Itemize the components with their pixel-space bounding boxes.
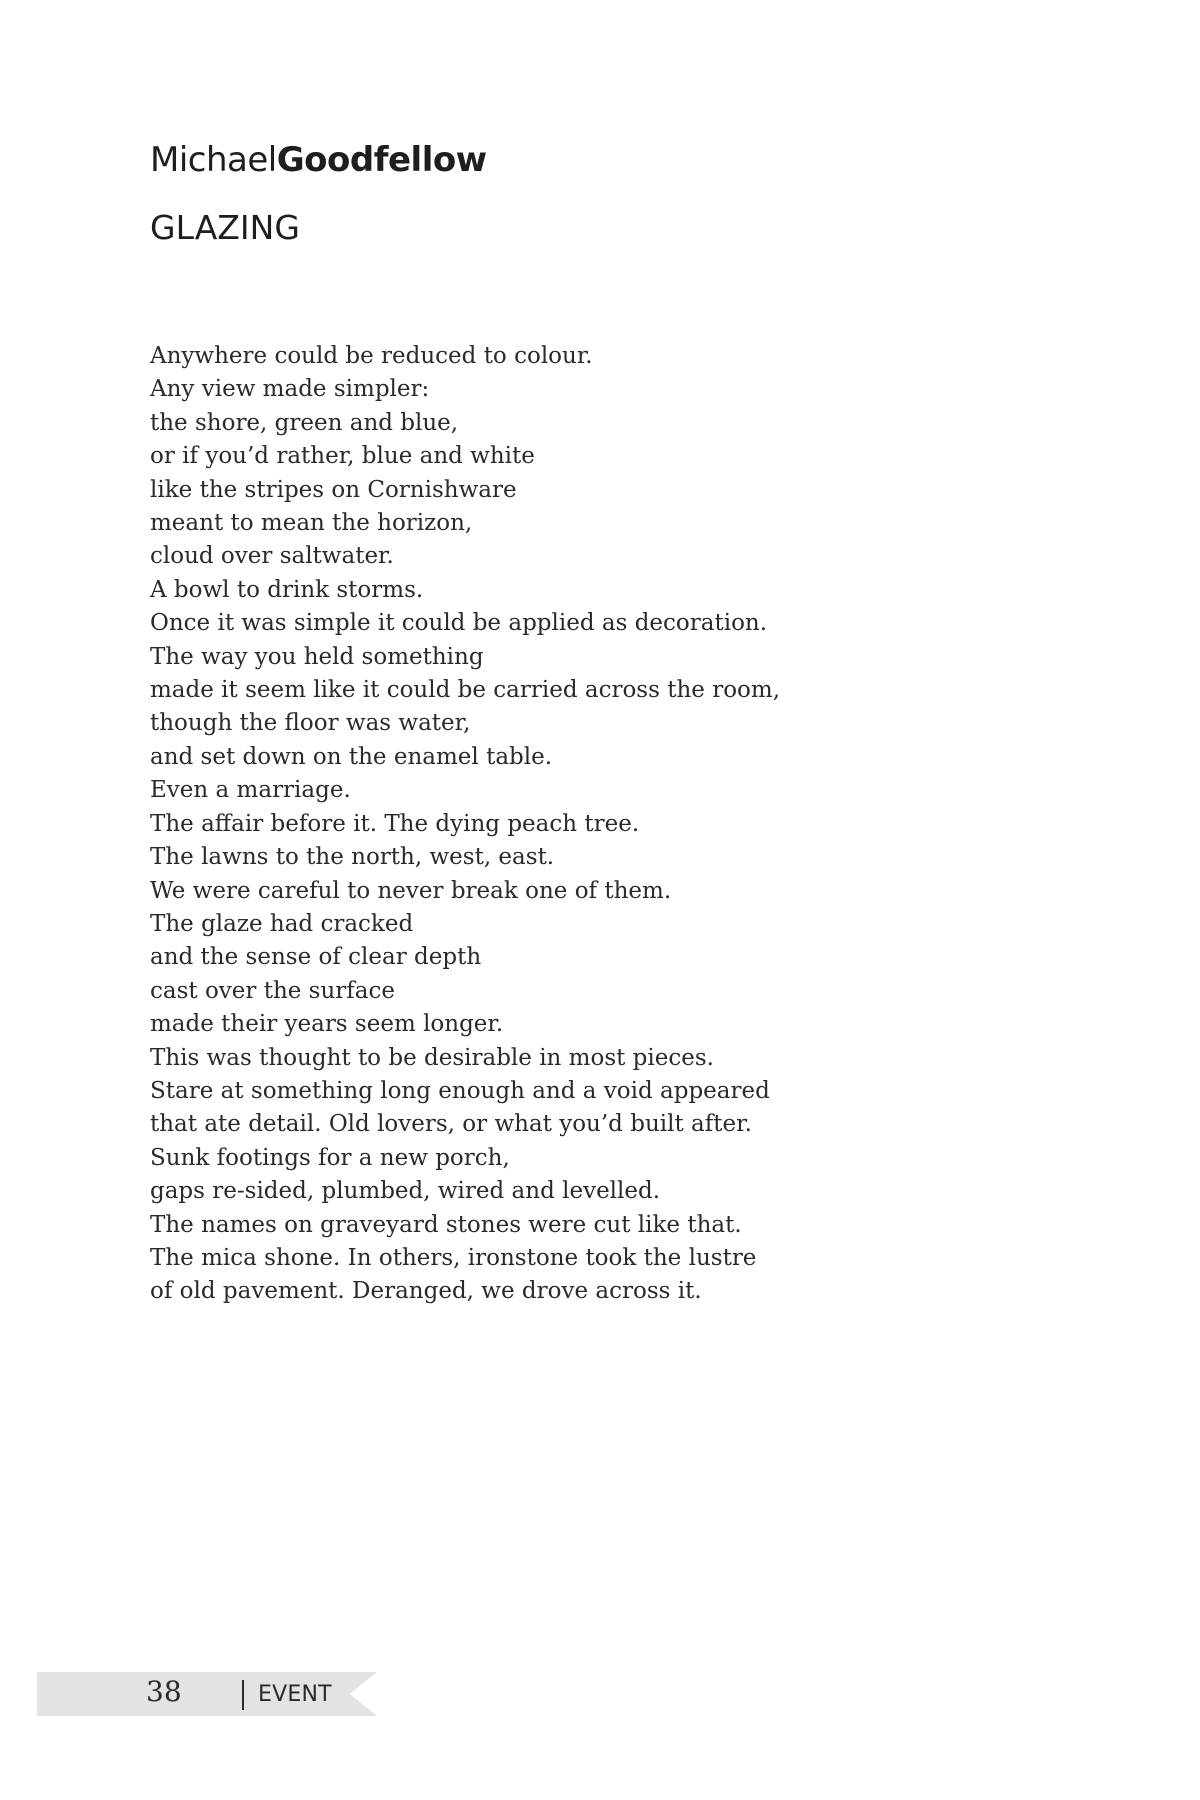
poem-body — [150, 340, 1050, 1309]
poem-line: though the floor was water, — [150, 710, 471, 737]
poem-line: This was thought to be desirable in most pieces. — [150, 1044, 714, 1071]
poem-line: gaps re-sided, plumbed, wired and levelled. — [150, 1178, 661, 1205]
author-name — [150, 140, 487, 180]
author-last-name: Goodfellow — [276, 140, 487, 180]
poem-line: Any view made simpler: — [150, 376, 430, 403]
poem-line: The way you held something — [150, 643, 484, 670]
poem-line: and set down on the enamel table. — [150, 743, 553, 770]
author-first-name: Michael — [150, 140, 277, 180]
poem-line: cloud over saltwater. — [150, 543, 394, 570]
poem-line: A bowl to drink storms. — [150, 576, 424, 603]
poem-line: Anywhere could be reduced to colour. — [150, 343, 593, 369]
poem-line: the shore, green and blue, — [150, 409, 459, 436]
poem-line: made their years seem longer. — [150, 1011, 504, 1038]
footer-divider — [242, 1680, 244, 1710]
poem-line: that ate detail. Old lovers, or what you’d built after. — [150, 1111, 752, 1138]
poem-line: and the sense of clear depth — [150, 944, 482, 971]
poem-line: made it seem like it could be carried across the room, — [150, 677, 781, 704]
page-number: 38 — [146, 1675, 182, 1708]
poem-line: Sunk footings for a new porch, — [150, 1144, 510, 1171]
poem-line: We were careful to never break one of them. — [150, 877, 672, 904]
poem-line: Once it was simple it could be applied as decoration. — [150, 610, 768, 637]
poem-line: The glaze had cracked — [150, 910, 414, 937]
poem-line: The lawns to the north, west, east. — [150, 844, 555, 871]
poem-line: or if you’d rather, blue and white — [150, 443, 535, 470]
poem-line: Even a marriage. — [150, 777, 351, 804]
poem-title: GLAZING — [150, 208, 300, 247]
poem-line: like the stripes on Cornishware — [150, 476, 517, 503]
poem-line: cast over the surface — [150, 977, 396, 1004]
poem-line: of old pavement. Deranged, we drove across it. — [150, 1278, 702, 1305]
poem-line: meant to mean the horizon, — [150, 510, 473, 537]
journal-name: EVENT — [258, 1682, 332, 1707]
poem-line: Stare at something long enough and a void appeared — [150, 1077, 770, 1104]
poem-line: The affair before it. The dying peach tree. — [150, 810, 640, 837]
poem-line: The names on graveyard stones were cut like that. — [150, 1211, 742, 1238]
poem-line: The mica shone. In others, ironstone took the lustre — [150, 1244, 757, 1271]
